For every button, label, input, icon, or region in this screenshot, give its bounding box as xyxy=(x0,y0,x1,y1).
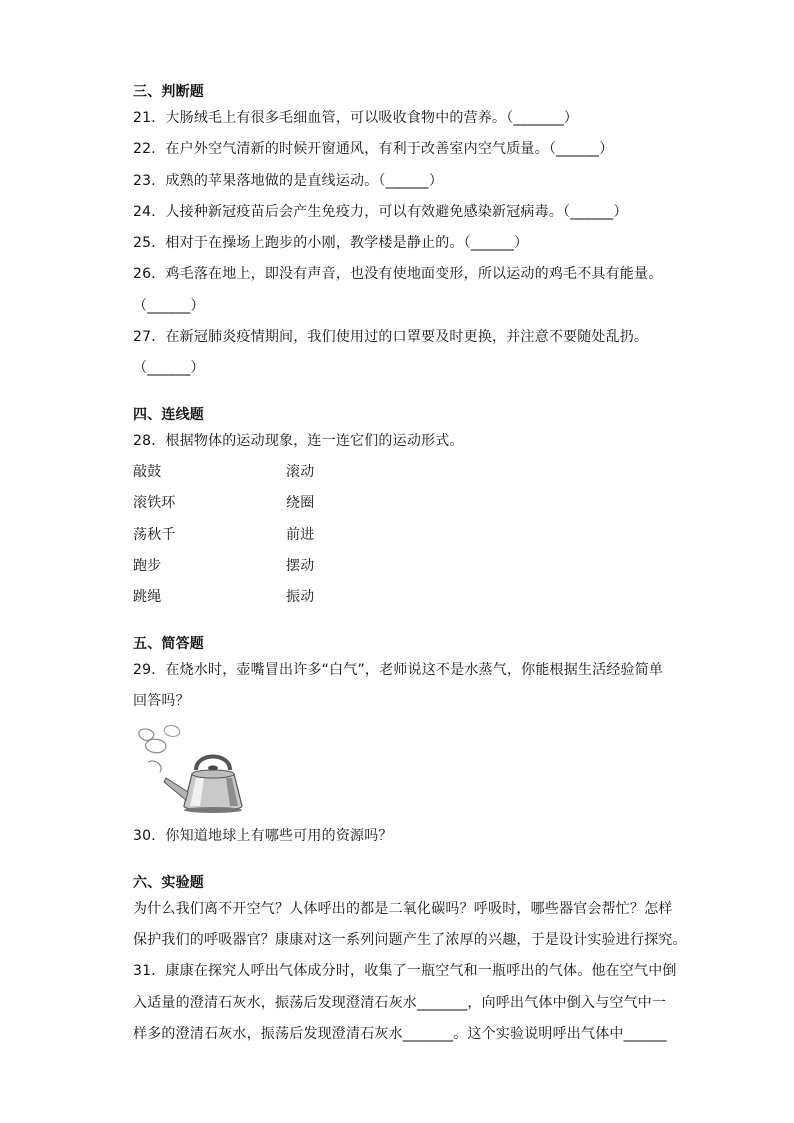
question-31-cont: 入适量的澄清石灰水，振荡后发现澄清石灰水_______，向呼出气体中倒入与空气中一 xyxy=(133,995,667,1011)
question-25: 25．相对于在操场上跑步的小刚，教学楼是静止的。（______） xyxy=(133,235,529,251)
question-30: 30．你知道地球上有哪些可用的资源吗？ xyxy=(133,828,393,844)
question-22: 22．在户外空气清新的时候开窗通风，有利于改善室内空气质量。（______） xyxy=(133,141,614,157)
question-26: 26．鸡毛落在地上，即没有声音，也没有使地面变形，所以运动的鸡毛不具有能量。 xyxy=(133,266,663,282)
question-27: 27．在新冠肺炎疫情期间，我们使用过的口罩要及时更换，并注意不要随处乱扔。 xyxy=(133,329,649,345)
match-left-item: 滚铁环 xyxy=(133,495,176,511)
match-left-item: 跳绳 xyxy=(133,589,162,605)
section-title-short: 五、简答题 xyxy=(133,636,204,652)
section-title-experiment: 六、实验题 xyxy=(133,875,204,891)
question-23: 23．成熟的苹果落地做的是直线运动。（______） xyxy=(133,173,444,189)
match-right-item: 前进 xyxy=(286,527,315,543)
section-title-judge: 三、判断题 xyxy=(133,84,204,100)
match-left-item: 荡秋千 xyxy=(133,527,176,543)
question-28: 28．根据物体的运动现象，连一连它们的运动形式。 xyxy=(133,433,464,449)
question-24: 24．人接种新冠疫苗后会产生免疫力，可以有效避免感染新冠病毒。（______） xyxy=(133,204,628,220)
question-29-cont: 回答吗？ xyxy=(133,693,190,709)
section-title-match: 四、连线题 xyxy=(133,407,204,423)
experiment-intro: 为什么我们离不开空气？人体呼出的都是二氧化碳吗？呼吸时，哪些器官会帮忙？怎样 xyxy=(133,901,673,917)
experiment-intro-cont: 保护我们的呼吸器官？康康对这一系列问题产生了浓厚的兴趣，于是设计实验进行探究。 xyxy=(133,932,687,948)
match-right-item: 绕圈 xyxy=(286,495,315,511)
question-31-cont: 样多的澄清石灰水，振荡后发现澄清石灰水_______。这个实验说明呼出气体中______ xyxy=(133,1026,667,1042)
match-left-item: 跑步 xyxy=(133,558,162,574)
question-29: 29．在烧水时，壶嘴冒出许多“白气”，老师说这不是水蒸气，你能根据生活经验简单 xyxy=(133,662,664,678)
question-31: 31．康康在探究人呼出气体成分时，收集了一瓶空气和一瓶呼出的气体。他在空气中倒 xyxy=(133,963,677,979)
match-left-item: 敲鼓 xyxy=(133,464,162,480)
match-right-item: 滚动 xyxy=(286,464,315,480)
question-21: 21．大肠绒毛上有很多毛细血管，可以吸收食物中的营养。（_______） xyxy=(133,110,579,126)
kettle-icon xyxy=(130,722,248,814)
question-26-blank: （______） xyxy=(133,298,205,314)
match-right-item: 摆动 xyxy=(286,558,315,574)
match-right-item: 振动 xyxy=(286,589,315,605)
question-27-blank: （______） xyxy=(133,360,205,376)
